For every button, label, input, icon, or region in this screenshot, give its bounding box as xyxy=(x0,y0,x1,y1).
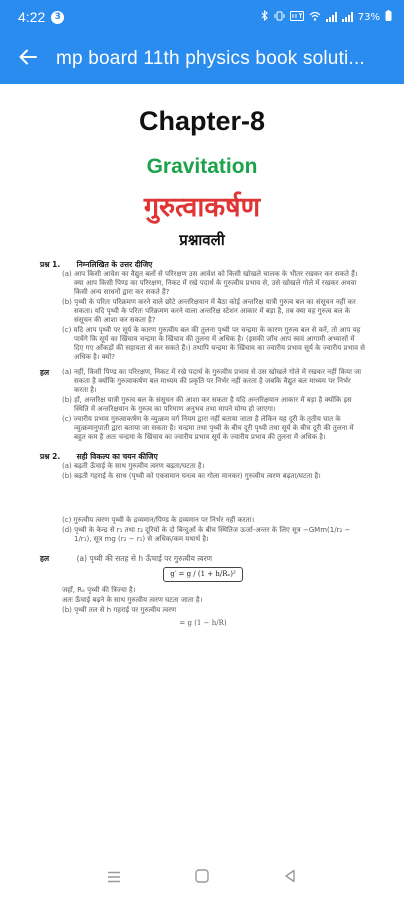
list-item: (b) पृथ्वी के परितः परिक्रमण करने वाले छोटे अन्तरिक्षयान में बैठा कोई अन्तरिक्ष यात्री गुरुत्व बल का संसूचन नहीं कर सकता। यदि पृथ्वी के परितः परिक्रमण करने वाला अन्तरिक्ष स्टेशन आकार में बड़ा है, तब क्या वह गुरुत्व बल के संसूचन की आशा कर सकता है? xyxy=(62,298,356,324)
status-time: 4:22 xyxy=(18,9,46,25)
formula-box: g′ = g / (1 + h/Rₑ)² xyxy=(163,567,243,582)
back-button[interactable] xyxy=(0,34,56,84)
question-text: निम्नलिखित के उत्तर दीजिए xyxy=(76,260,153,269)
signal-icon xyxy=(326,12,337,22)
battery-icon xyxy=(385,10,392,24)
question-1-heading xyxy=(40,260,366,269)
nav-back-button[interactable] xyxy=(275,862,305,892)
answer-label: हल xyxy=(40,554,50,563)
home-icon xyxy=(195,868,209,887)
system-nav-bar xyxy=(0,854,404,900)
list-item: (a) बढ़ती ऊँचाई के साथ गुरुत्वीय त्वरण बढ़ता/घटता है। xyxy=(62,462,205,470)
list-item: (b) पृथ्वी तल से h गहराई पर गुरुत्वीय त्वरण xyxy=(62,606,177,614)
chapter-heading: Chapter-8 xyxy=(138,106,266,136)
page-gap xyxy=(40,481,366,515)
arrow-left-icon xyxy=(19,49,37,69)
formula-partial: = g (1 − h/R) xyxy=(179,619,227,627)
answer-label: हल xyxy=(40,368,50,377)
volte-icon xyxy=(290,11,304,24)
bluetooth-icon xyxy=(261,10,269,24)
recents-button[interactable] xyxy=(99,862,129,892)
list-item: (d) पृथ्वी के केन्द्र से r₁ तथा r₂ दूरियों के दो बिन्दुओं के बीच स्थितिज ऊर्जा-अन्तर के लिए सूत्र −GMm(1/r₂ − 1/r₁), सूत्र mg (r₂ − r₁) से अधिक/कम यथार्थ है। xyxy=(62,526,351,543)
chapter-subject: Gravitation xyxy=(146,155,258,178)
signal-icon-2 xyxy=(342,12,353,22)
list-item: (b) बढ़ती गहराई के साथ (पृथ्वी को एकसमान घनत्व का गोला मानकर) गुरुत्वीय त्वरण बढ़ता/घटता है। xyxy=(62,472,321,480)
list-item: (b) हाँ, अन्तरिक्ष यात्री गुरुत्व बल के संसूचन की आशा कर सकता है यदि अन्तरिक्षयान आकार में बड़ा है क्योंकि इस स्थिति में अन्तरिक्षयान के गुरुत्व का परिमाण अनुभव तथा मापने योग्य हो जाएगा। xyxy=(62,396,352,413)
wifi-icon xyxy=(309,11,321,24)
status-icons xyxy=(261,10,392,24)
home-button[interactable] xyxy=(187,862,217,892)
hindi-title: गुरुत्वाकर्षण xyxy=(143,192,261,223)
question-label: प्रश्न 1. xyxy=(40,260,61,269)
vibrate-icon xyxy=(274,11,285,24)
formula xyxy=(40,567,366,582)
list-item: अतः ऊँचाई बढ़ने के साथ गुरुत्वीय त्वरण घटता जाता है। xyxy=(62,596,203,604)
battery-text: 73% xyxy=(357,11,380,23)
list-item: (a) नहीं, किसी पिण्ड का परिरक्षण, निकट में रखे पदार्थ के गुरुत्वीय प्रभाव से उस खोखले गोले में रखकर नहीं किया जा सकता है क्योंकि गुरुत्वाकर्षण बल माध्यम की प्रकृति पर निर्भर नहीं करता है जबकि वैद्युत बल माध्यम पर निर्भर करता है। xyxy=(62,368,362,394)
list-item: जहाँ, Rₑ पृथ्वी की त्रिज्या है। xyxy=(62,586,136,594)
back-triangle-icon xyxy=(284,868,296,887)
scanned-text-block xyxy=(0,260,404,628)
answer-2-heading xyxy=(40,554,366,563)
document-page[interactable] xyxy=(0,84,404,854)
status-bar xyxy=(0,0,404,34)
list-item: (c) गुरुत्वीय त्वरण पृथ्वी के द्रव्यमान/पिण्ड के द्रव्यमान पर निर्भर नहीं करता। xyxy=(62,516,255,524)
question-2-heading xyxy=(40,452,366,461)
section-heading: प्रश्नावली xyxy=(179,231,225,249)
app-bar xyxy=(0,34,404,84)
answer-text: (a) पृथ्वी की सतह से h ऊँचाई पर गुरुत्वीय त्वरण xyxy=(76,554,213,563)
question-label: प्रश्न 2. xyxy=(40,452,61,461)
question-text: सही विकल्प का चयन कीजिए xyxy=(76,452,158,461)
app-title: mp board 11th physics book soluti... xyxy=(56,48,365,69)
notification-badge: 3 xyxy=(51,11,64,24)
list-item: (c) यदि आप पृथ्वी पर सूर्य के कारण गुरुत्वीय बल की तुलना पृथ्वी पर चन्द्रमा के कारण गुरुत्व बल से करें, तो आप यह पायेंगे कि सूर्य का खिंचाव चन्द्रमा के खिंचाव की तुलना में अधिक है। (इसकी जाँच आप स्वयं आगामी अभ्यासों में दिए गए आँकड़ों की सहायता से कर सकते हैं।) तथापि चन्द्रमा के खिंचाव का ज्वारीय प्रभाव सूर्य के ज्वारीय प्रभाव से अधिक है। क्यों? xyxy=(62,326,365,361)
list-item: (a) आप किसी आवेश का वैद्युत बलों से परिरक्षण उस आवेश को किसी खोखले चालक के भीतर रखकर कर सकते हैं। क्या आप किसी पिण्ड का परिरक्षण, निकट में रखे पदार्थ के गुरुत्वीय प्रभाव से, उसे खोखले गोले में रखकर अथवा किसी अन्य साधनों द्वारा कर सकते हैं? xyxy=(62,270,358,296)
recents-icon xyxy=(107,868,121,887)
list-item: (c) ज्वारीय प्रभाव गुरुत्वाकर्षण के व्युत्क्रम वर्ग नियम द्वारा नहीं बताया जाता है लेकिन यह दूरी के तृतीय घात के व्युत्क्रमानुपाती द्वारा बताया जा सकता है। चन्द्रमा तथा पृथ्वी के बीच दूरी पृथ्वी तथा सूर्य के बीच दूरी की तुलना में बहुत कम है अतः चन्द्रमा के खिंचाव का ज्वारीय प्रभाव सूर्य के ज्वारीय प्रभाव की तुलना में अधिक है। xyxy=(62,415,354,441)
